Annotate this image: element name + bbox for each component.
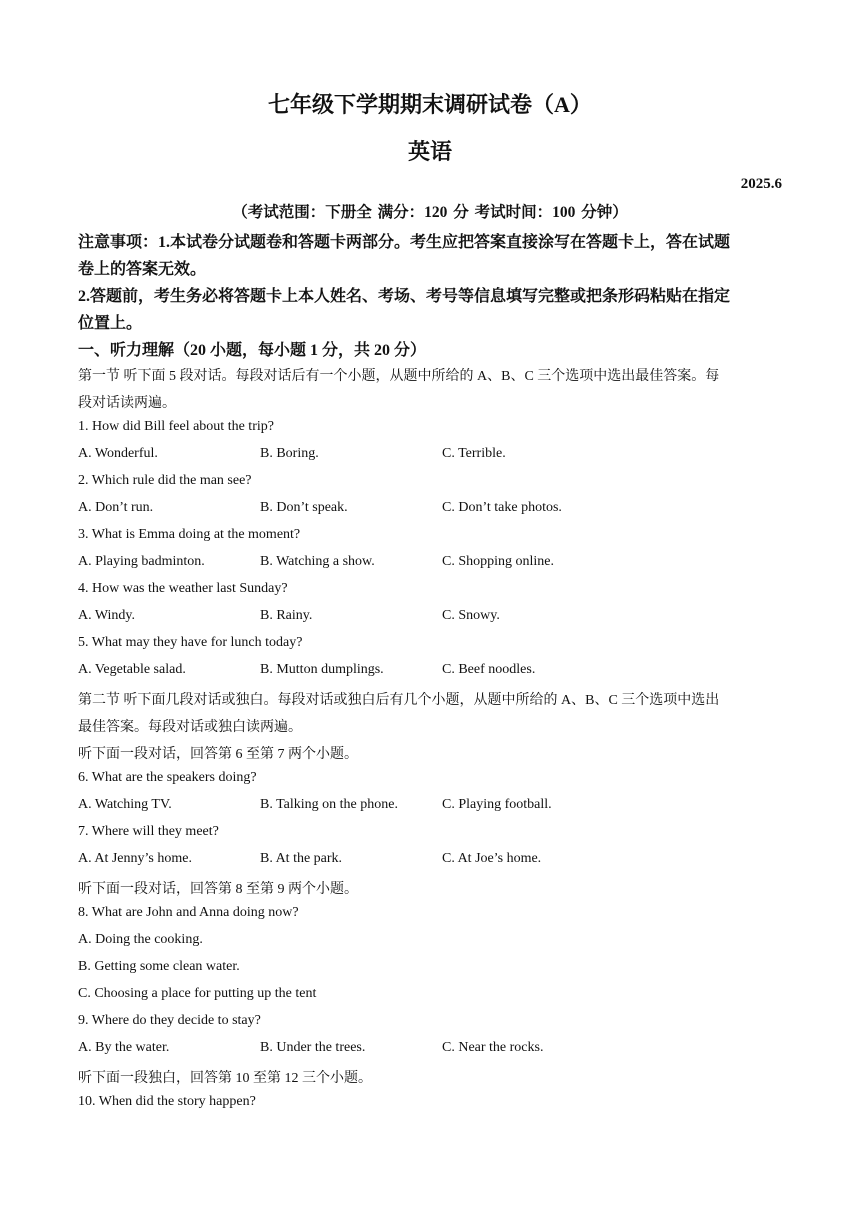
part2-instruction-2: 最佳答案。每段对话或独白读两遍。 xyxy=(78,720,302,735)
listening-instruction-8-9: 听下面一段对话，回答第 8 至第 9 两个小题。 xyxy=(78,882,358,897)
q7-option-c: C. At Joe’s home. xyxy=(442,851,542,866)
q6-option-a: A. Watching TV. xyxy=(78,797,172,812)
q7-option-a: A. At Jenny’s home. xyxy=(78,851,192,866)
q2-option-c: C. Don’t take photos. xyxy=(442,500,562,515)
q3-option-b: B. Watching a show. xyxy=(260,554,375,569)
q6-option-b: B. Talking on the phone. xyxy=(260,797,398,812)
q1-option-b: B. Boring. xyxy=(260,446,319,461)
q8-option-c: C. Choosing a place for putting up the tent xyxy=(78,986,317,1001)
q5-option-c: C. Beef noodles. xyxy=(442,662,536,677)
q3-option-a: A. Playing badminton. xyxy=(78,554,205,569)
q9-option-b: B. Under the trees. xyxy=(260,1040,366,1055)
question-3: 3. What is Emma doing at the moment? xyxy=(78,527,301,542)
notes-line-2: 卷上的答案无效。 xyxy=(78,261,207,278)
question-8: 8. What are John and Anna doing now? xyxy=(78,905,299,920)
part2-instruction-1: 第二节 听下面几段对话或独白。每段对话或独白后有几个小题，从题中所给的 A、B、C 三个选项中选出 xyxy=(78,693,720,708)
notes-line-4: 位置上。 xyxy=(78,315,143,332)
question-4: 4. How was the weather last Sunday? xyxy=(78,581,288,596)
notes-line-3: 2.答题前，考生务必将答题卡上本人姓名、考场、考号等信息填写完整或把条形码粘贴在指定 xyxy=(78,288,731,305)
q4-option-b: B. Rainy. xyxy=(260,608,313,623)
question-10: 10. When did the story happen? xyxy=(78,1094,256,1109)
q4-option-c: C. Snowy. xyxy=(442,608,500,623)
question-7: 7. Where will they meet? xyxy=(78,824,219,839)
q1-option-a: A. Wonderful. xyxy=(78,446,158,461)
q5-option-b: B. Mutton dumplings. xyxy=(260,662,384,677)
exam-scope: （考试范围：下册全 满分：120 分 考试时间：100 分钟） xyxy=(232,204,628,221)
q9-option-a: A. By the water. xyxy=(78,1040,170,1055)
q9-option-c: C. Near the rocks. xyxy=(442,1040,544,1055)
q5-option-a: A. Vegetable salad. xyxy=(78,662,186,677)
q6-option-c: C. Playing football. xyxy=(442,797,552,812)
part1-instruction-2: 段对话读两遍。 xyxy=(78,396,176,411)
question-9: 9. Where do they decide to stay? xyxy=(78,1013,261,1028)
q7-option-b: B. At the park. xyxy=(260,851,343,866)
question-1: 1. How did Bill feel about the trip? xyxy=(78,419,274,434)
question-6: 6. What are the speakers doing? xyxy=(78,770,257,785)
exam-title: 七年级下学期期末调研试卷（A） xyxy=(268,92,592,117)
question-5: 5. What may they have for lunch today? xyxy=(78,635,303,650)
q4-option-a: A. Windy. xyxy=(78,608,135,623)
section-heading: 一、听力理解（20 小题，每小题 1 分，共 20 分） xyxy=(78,342,427,359)
exam-date: 2025.6 xyxy=(740,176,782,192)
q8-option-a: A. Doing the cooking. xyxy=(78,932,203,947)
q3-option-c: C. Shopping online. xyxy=(442,554,555,569)
q2-option-a: A. Don’t run. xyxy=(78,500,154,515)
listening-instruction-10-12: 听下面一段独白，回答第 10 至第 12 三个小题。 xyxy=(78,1071,372,1086)
q2-option-b: B. Don’t speak. xyxy=(260,500,348,515)
q8-option-b: B. Getting some clean water. xyxy=(78,959,240,974)
subject-title: 英语 xyxy=(407,139,452,164)
q1-option-c: C. Terrible. xyxy=(442,446,506,461)
question-2: 2. Which rule did the man see? xyxy=(78,473,252,488)
listening-instruction-6-7: 听下面一段对话，回答第 6 至第 7 两个小题。 xyxy=(78,747,358,762)
notes-line-1: 注意事项：1.本试卷分试题卷和答题卡两部分。考生应把答案直接涂写在答题卡上，答在试题 xyxy=(78,234,731,251)
part1-instruction-1: 第一节 听下面 5 段对话。每段对话后有一个小题，从题中所给的 A、B、C 三个选项中选出最佳答案。每 xyxy=(78,369,720,384)
